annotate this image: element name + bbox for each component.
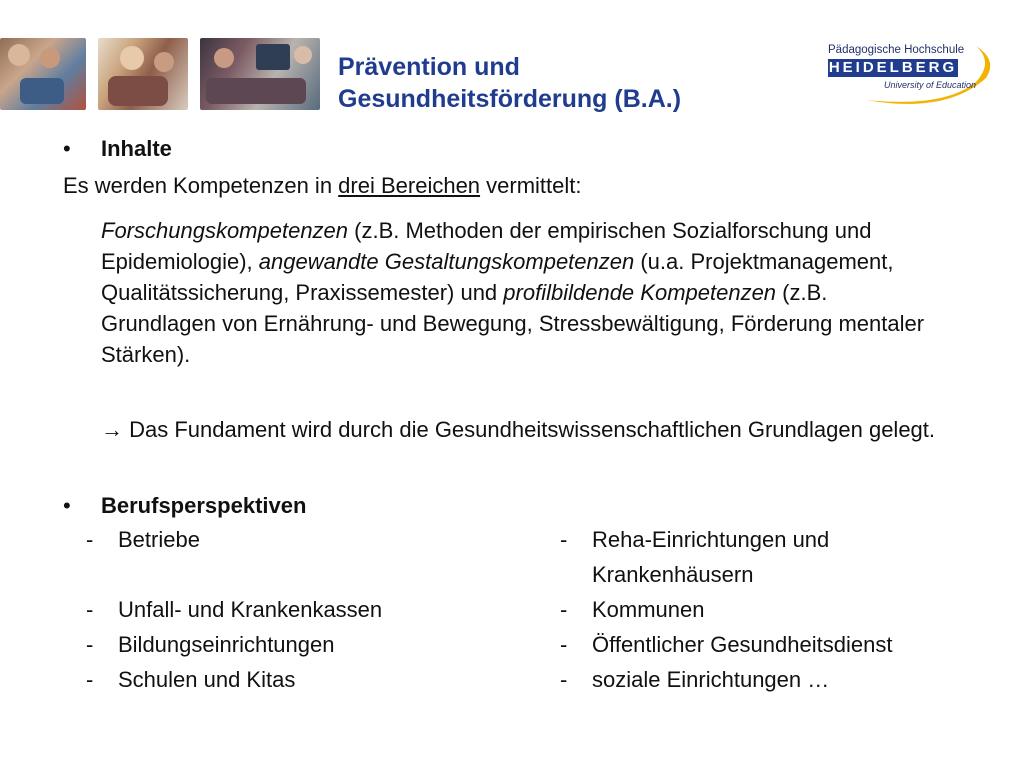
- career-list-right: [554, 522, 892, 697]
- foundation-text: Das Fundament wird durch die Gesundheitswissenschaftlichen Grundlagen gelegt.: [123, 417, 936, 442]
- list-item: [554, 522, 892, 557]
- list-item-label: Schulen und Kitas: [118, 667, 296, 692]
- list-dash: -: [560, 632, 568, 657]
- list-item-label: Unfall- und Krankenkassen: [118, 597, 383, 622]
- list-dash: -: [86, 527, 94, 552]
- logo-city-name: HEIDELBERG: [828, 59, 958, 76]
- list-spacer: [80, 557, 382, 592]
- bullet-inhalte: •: [63, 136, 71, 161]
- logo-subtitle: University of Education: [884, 80, 977, 90]
- list-item: [554, 592, 892, 627]
- intro-sentence: [63, 171, 582, 201]
- competencies-text-1: (z.B. Methoden der empirischen Sozialforschung und Epidemiologie),: [101, 218, 872, 274]
- term-applied-competencies: angewandte Gestaltungskompetenzen: [258, 249, 635, 274]
- intro-text-after: vermittelt:: [480, 173, 582, 198]
- competencies-paragraph: [101, 215, 941, 370]
- foundation-paragraph: [101, 414, 941, 445]
- list-item: [554, 662, 892, 697]
- list-dash: -: [86, 632, 94, 657]
- list-item-label: Reha-Einrichtungen und: [592, 527, 830, 552]
- intro-text-before: Es werden Kompetenzen in: [63, 173, 339, 198]
- list-item: [80, 592, 382, 627]
- arrow-icon: →: [101, 417, 123, 442]
- section-heading-berufsperspektiven: Berufsperspektiven: [101, 493, 307, 518]
- list-dash: -: [86, 597, 94, 622]
- list-dash: -: [560, 667, 568, 692]
- list-item-label: Betriebe: [118, 527, 200, 552]
- competencies-text-3: (z.B. Grundlagen von Ernährung- und Bewegung, Stressbewältigung, Förderung mentaler Stärken).: [101, 280, 925, 367]
- list-item-label: soziale Einrichtungen …: [592, 667, 830, 692]
- section-heading-inhalte: Inhalte: [101, 136, 172, 161]
- list-dash: -: [86, 667, 94, 692]
- list-item: [80, 627, 382, 662]
- list-item-continuation: [554, 557, 892, 592]
- list-item: [80, 522, 382, 557]
- logo-institution-name: Pädagogische Hochschule: [828, 44, 965, 56]
- list-item-label: Bildungseinrichtungen: [118, 632, 335, 657]
- list-dash: -: [560, 527, 568, 552]
- list-item: [80, 662, 382, 697]
- page-title-line2: Gesundheitsförderung (B.A.): [338, 85, 682, 113]
- list-dash: -: [560, 597, 568, 622]
- page-title-line1: Prävention und: [338, 53, 520, 81]
- term-research-competencies: Forschungskompetenzen: [101, 218, 349, 243]
- list-item-label: Öffentlicher Gesundheitsdienst: [592, 632, 893, 657]
- intro-text-underlined: drei Bereichen: [338, 173, 481, 198]
- bullet-berufsperspektiven: •: [63, 493, 71, 518]
- career-list-left: [80, 522, 382, 697]
- term-profile-competencies: profilbildende Kompetenzen: [503, 280, 777, 305]
- list-item-label: Krankenhäusern: [592, 562, 754, 587]
- competencies-text-2: (u.a. Projektmanagement, Qualitätssicherung, Praxissemester) und: [101, 249, 894, 305]
- list-item-label: Kommunen: [592, 597, 705, 622]
- list-item: [554, 627, 892, 662]
